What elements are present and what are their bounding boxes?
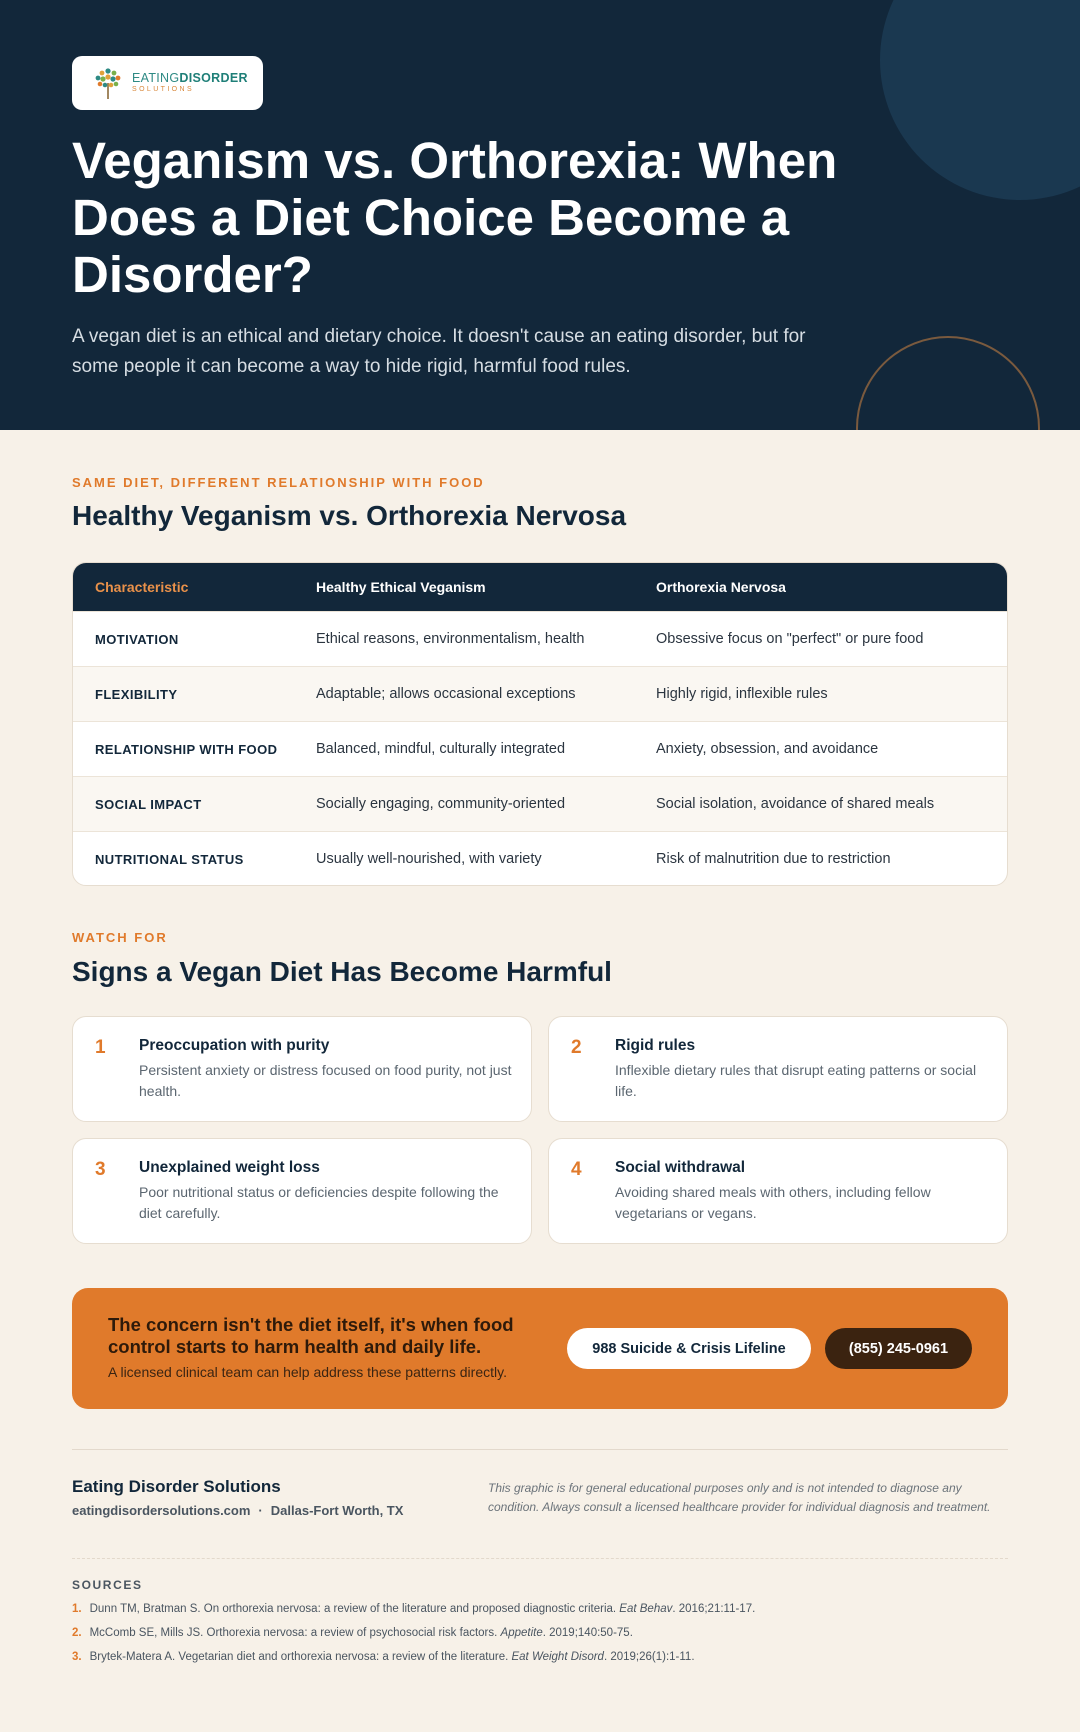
source-text: Dunn TM, Bratman S. On orthorexia nervosa: a review of the literature and proposed diagnostic criteria. — [89, 1603, 620, 1615]
row-label: NUTRITIONAL STATUS — [95, 851, 244, 867]
table-row — [73, 776, 1007, 831]
cell-orthorexia: Social isolation, avoidance of shared meals — [656, 796, 935, 812]
signs-title: Signs a Vegan Diet Has Become Harmful — [72, 956, 612, 987]
source-citation: . 2019;26(1):1-11. — [603, 1651, 695, 1663]
column-header-characteristic: Characteristic — [95, 579, 189, 595]
source-item — [72, 1627, 633, 1639]
row-label: SOCIAL IMPACT — [95, 796, 202, 812]
comparison-table — [72, 562, 1008, 886]
source-text: Brytek-Matera A. Vegetarian diet and orthorexia nervosa: a review of the literature. — [89, 1651, 512, 1663]
hero-subtitle: A vegan diet is an ethical and dietary choice. It doesn't cause an eating disorder, but for some people it can become a way to hide rigid, harmful food rules. — [72, 326, 806, 377]
disclaimer: This graphic is for general educational purposes only and is not intended to diagnose any condition. Always consult a licensed healthcare provider for individual diagnosis and treatment. — [488, 1481, 991, 1514]
cell-orthorexia: Risk of malnutrition due to restriction — [656, 851, 891, 867]
separator-dot: · — [258, 1503, 263, 1518]
sign-card — [72, 1138, 532, 1244]
source-journal: Eat Weight Disord — [511, 1651, 604, 1663]
logo[interactable] — [72, 56, 263, 110]
cell-vegan: Usually well-nourished, with variety — [316, 851, 542, 867]
source-number: 2. — [72, 1627, 82, 1639]
cell-vegan: Ethical reasons, environmentalism, health — [316, 631, 585, 647]
sign-title: Social withdrawal — [615, 1159, 746, 1176]
sign-description: Persistent anxiety or distress focused on food purity, not just health. — [139, 1062, 512, 1099]
comparison-eyebrow: SAME DIET, DIFFERENT RELATIONSHIP WITH FOOD — [72, 475, 485, 490]
column-header-orthorexia: Orthorexia Nervosa — [656, 579, 786, 595]
signs-eyebrow: WATCH FOR — [72, 930, 168, 945]
cell-vegan: Socially engaging, community-oriented — [316, 796, 566, 812]
hero-banner — [0, 0, 1080, 430]
sign-title: Unexplained weight loss — [139, 1159, 320, 1176]
row-label: RELATIONSHIP WITH FOOD — [95, 741, 278, 757]
sign-title: Rigid rules — [615, 1037, 696, 1054]
table-row — [73, 611, 1007, 666]
source-number: 3. — [72, 1651, 82, 1663]
source-text: McComb SE, Mills JS. Orthorexia nervosa: a review of psychosocial risk factors. — [89, 1627, 501, 1639]
row-label: MOTIVATION — [95, 631, 179, 647]
cell-orthorexia: Obsessive focus on "perfect" or pure food — [656, 631, 924, 647]
sign-card — [548, 1016, 1008, 1122]
table-row — [73, 831, 1007, 886]
source-number: 1. — [72, 1603, 82, 1615]
sign-card — [548, 1138, 1008, 1244]
source-citation: . 2019;140:50-75. — [542, 1627, 633, 1639]
sign-number: 2 — [571, 1037, 582, 1058]
logo-brand-bold: DISORDER — [179, 71, 248, 85]
org-name: Eating Disorder Solutions — [72, 1477, 281, 1496]
logo-tagline: SOLUTIONS — [132, 86, 195, 93]
footer-divider — [72, 1449, 1008, 1450]
cell-orthorexia: Anxiety, obsession, and avoidance — [656, 741, 879, 757]
sources-divider — [72, 1558, 1008, 1559]
column-header-healthy-veganism: Healthy Ethical Veganism — [316, 579, 486, 595]
cta-subtitle: A licensed clinical team can help address these patterns directly. — [108, 1364, 507, 1380]
cell-orthorexia: Highly rigid, inflexible rules — [656, 686, 828, 702]
website-link[interactable]: eatingdisordersolutions.com — [72, 1503, 251, 1518]
source-journal: Appetite — [500, 1627, 543, 1639]
crisis-lifeline-button[interactable]: 988 Suicide & Crisis Lifeline — [567, 1328, 811, 1369]
cta-banner — [72, 1288, 1008, 1409]
sources-label: SOURCES — [72, 1578, 143, 1592]
cell-vegan: Adaptable; allows occasional exceptions — [316, 686, 576, 702]
location-text: Dallas-Fort Worth, TX — [270, 1503, 404, 1518]
source-journal: Eat Behav — [619, 1603, 673, 1615]
logo-brand-light: EATING — [132, 71, 180, 85]
sign-title: Preoccupation with purity — [139, 1037, 330, 1054]
row-label: FLEXIBILITY — [95, 686, 178, 702]
source-item — [72, 1603, 755, 1615]
source-citation: . 2016;21:11-17. — [672, 1603, 756, 1615]
cell-vegan: Balanced, mindful, culturally integrated — [316, 741, 566, 757]
sign-description: Avoiding shared meals with others, including fellow vegetarians or vegans. — [615, 1184, 931, 1221]
phone-call-button[interactable]: (855) 245-0961 — [825, 1328, 972, 1369]
sign-card — [72, 1016, 532, 1122]
sign-number: 1 — [95, 1037, 106, 1058]
decorative-ring — [856, 336, 1040, 430]
sign-description: Poor nutritional status or deficiencies despite following the diet carefully. — [139, 1184, 499, 1221]
source-item — [72, 1651, 695, 1663]
cta-title: The concern isn't the diet itself, it's when food control starts to harm health and daily life. — [108, 1314, 514, 1357]
table-header — [73, 563, 1007, 611]
comparison-title: Healthy Veganism vs. Orthorexia Nervosa — [72, 500, 627, 531]
sign-description: Inflexible dietary rules that disrupt eating patterns or social life. — [615, 1062, 977, 1099]
table-row — [73, 721, 1007, 776]
table-row — [73, 666, 1007, 721]
sign-number: 4 — [571, 1159, 582, 1180]
sign-number: 3 — [95, 1159, 106, 1180]
decorative-circle — [880, 0, 1080, 200]
tree-logo-icon — [92, 65, 124, 101]
page-title: Veganism vs. Orthorexia: When Does a Diet Choice Become a Disorder? — [72, 132, 838, 303]
